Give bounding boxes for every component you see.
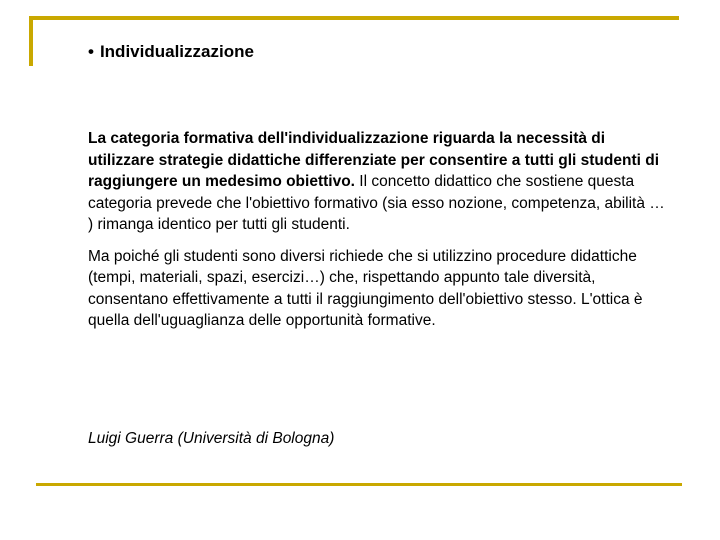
author-signature: Luigi Guerra (Università di Bologna) [88, 430, 335, 447]
paragraph-2: Ma poiché gli studenti sono diversi richiede che si utilizzino procedure didattiche (tempi, materiali, spazi, esercizi…) che, rispettando appunto tale diversità, consentano effettivamente a tutti il raggiungimento dell'obiettivo stesso. L'ottica è quella dell'uguaglianza delle opportunità formative. [88, 247, 643, 329]
top-border-rule [29, 16, 679, 20]
left-border-rule [29, 16, 33, 66]
paragraph-1 [88, 128, 668, 236]
slide-title-text: Individualizzazione [99, 42, 254, 61]
slide-title [88, 42, 254, 62]
paragraph-1-rest: Il concetto didattico che sostiene questa categoria prevede che l'obiettivo formativo (sia esso nozione, competenza, abilità … ) rimanga identico per tutti gli studenti. [88, 173, 665, 233]
bottom-border-rule [36, 483, 682, 486]
paragraph-1-bold: La categoria formativa dell'individualizzazione riguarda la necessità di utilizzare strategie didattiche differenziate per consentire a tutti gli studenti di raggiungere un medesimo obiettivo. [88, 130, 660, 190]
bullet-icon: • [88, 42, 94, 61]
slide-body [88, 128, 668, 342]
